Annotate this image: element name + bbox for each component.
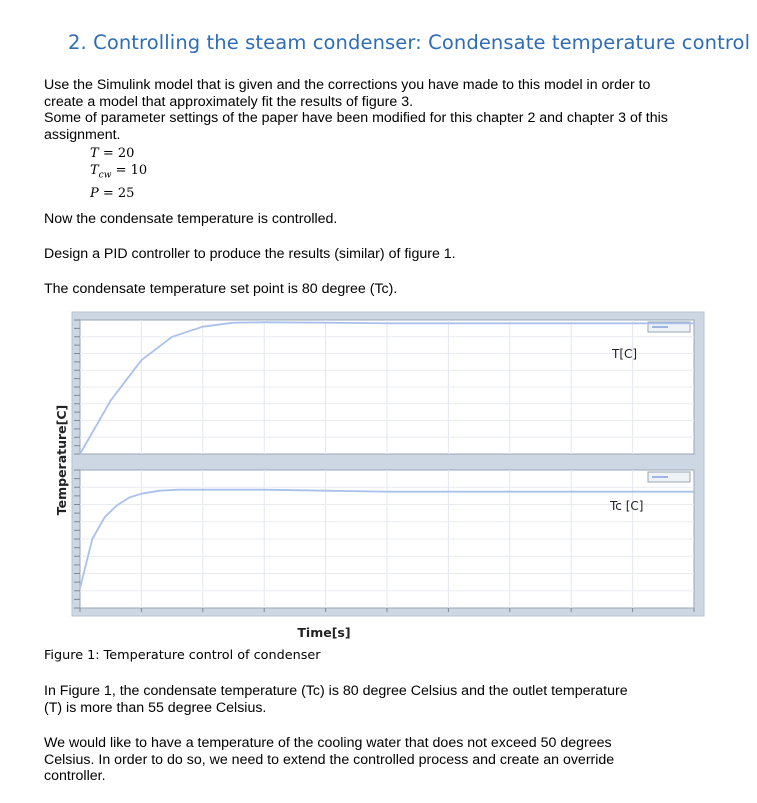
- param-tcw: $T_{cw} = 10$: [90, 163, 148, 181]
- param-p: P = 25: [90, 185, 135, 201]
- figure-1-chart: [52, 310, 708, 646]
- text-line: We would like to have a temperature of the cooling water that does not exceed 50 degrees: [44, 735, 612, 751]
- text-line: Celsius. In order to do so, we need to extend the controlled process and create an override: [44, 751, 615, 768]
- text-line: In Figure 1, the condensate temperature (Tc) is 80 degree Celsius and the outlet temperature: [44, 683, 628, 699]
- paragraph-design-pid: Design a PID controller to produce the results (similar) of figure 1.: [44, 246, 456, 262]
- x-axis-label: Time[s]: [297, 625, 351, 640]
- figure-caption: Figure 1: Temperature control of condenser: [44, 648, 321, 663]
- intro-line: create a model that approximately fit the results of figure 3.: [44, 93, 414, 110]
- intro-line: Use the Simulink model that is given and the corrections you have made to this model in order to: [44, 77, 651, 93]
- text-line: controller.: [44, 768, 106, 785]
- y-axis-label: Temperature[C]: [54, 404, 69, 516]
- text-line: (T) is more than 55 degree Celsius.: [44, 699, 267, 716]
- intro-line: Some of parameter settings of the paper have been modified for this chapter 2 and chapter 3 of this: [44, 110, 668, 127]
- paragraph-controlled: Now the condensate temperature is controlled.: [44, 211, 338, 227]
- section-heading: 2. Controlling the steam condenser: Condensate temperature control: [68, 31, 751, 54]
- series-label: Tc [C]: [610, 499, 644, 513]
- paragraph-setpoint: The condensate temperature set point is 80 degree (Tc).: [44, 281, 398, 297]
- intro-line: assignment.: [44, 126, 121, 143]
- parameter-list: [90, 145, 147, 202]
- intro-paragraph: [44, 77, 734, 143]
- paragraph-figure-discussion: [44, 683, 734, 716]
- param-t: T = 20: [90, 146, 135, 161]
- paragraph-cooling-water: [44, 735, 734, 785]
- series-label: T[C]: [612, 347, 638, 361]
